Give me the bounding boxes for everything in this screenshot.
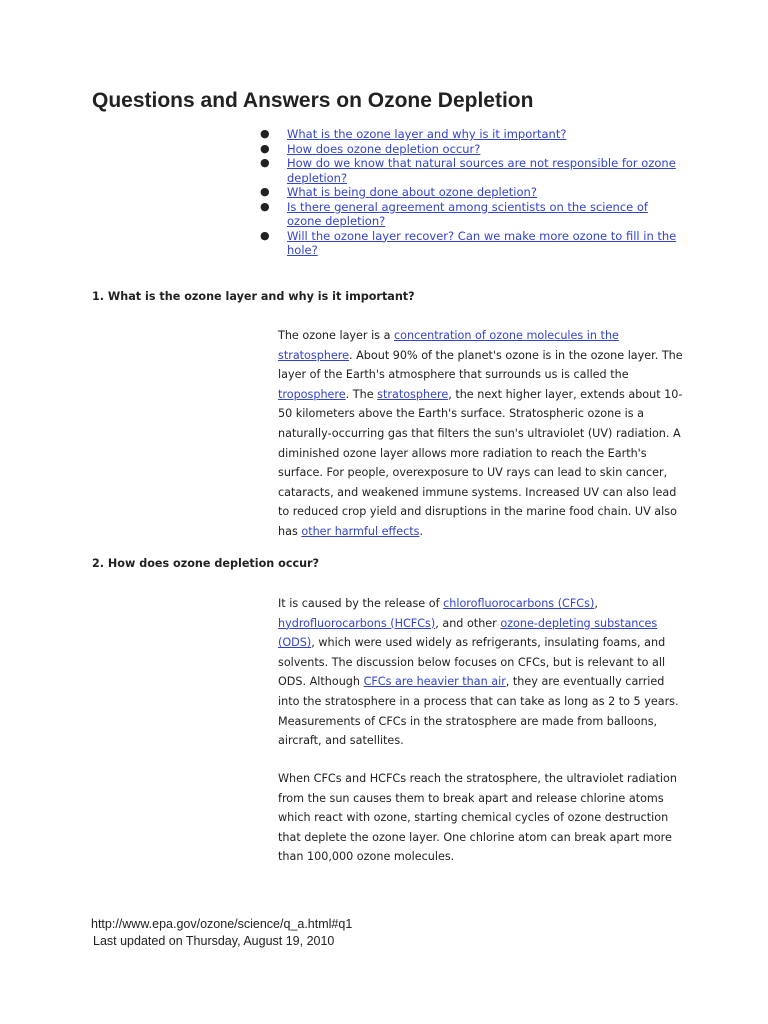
toc-item bbox=[260, 127, 680, 142]
source-url: http://www.epa.gov/ozone/science/q_a.html#q1 bbox=[91, 917, 353, 931]
toc-item bbox=[260, 142, 680, 157]
section-2-paragraph-1 bbox=[278, 594, 688, 751]
toc-item bbox=[260, 229, 680, 258]
bullet-icon: ● bbox=[260, 127, 270, 140]
toc-item bbox=[260, 200, 680, 229]
toc-link-natural-sources[interactable]: How do we know that natural sources are not responsible for ozone depletion? bbox=[287, 156, 676, 185]
link-cfcs-heavier[interactable]: CFCs are heavier than air bbox=[363, 675, 506, 689]
toc-link-depletion-occur[interactable]: How does ozone depletion occur? bbox=[287, 141, 481, 156]
section-1-heading: 1. What is the ozone layer and why is it important? bbox=[92, 290, 415, 303]
bullet-icon: ● bbox=[260, 141, 270, 155]
toc-item bbox=[260, 185, 680, 200]
link-troposphere[interactable]: troposphere bbox=[278, 387, 346, 401]
bullet-icon: ● bbox=[260, 185, 270, 198]
bullet-icon: ● bbox=[260, 156, 270, 169]
text-run: . The bbox=[345, 387, 378, 401]
toc-link-agreement[interactable]: Is there general agreement among scientists on the science of ozone depletion? bbox=[287, 199, 648, 228]
text-run: , which were used widely as refrigerants, insulating foams, and solvents. The discussion below focuses on CFCs, but is relevant to all ODS. Although bbox=[278, 636, 666, 689]
text-run: , they are eventually carried into the stratosphere in a process that can take as long as 2 to 5 years. Measurements of CFCs in the stratosphere are made from balloons, aircraft, and satellites. bbox=[278, 675, 679, 748]
footer bbox=[91, 916, 352, 950]
text-run: The ozone layer is a bbox=[278, 329, 394, 342]
bullet-icon: ● bbox=[260, 228, 270, 242]
bullet-icon: ● bbox=[260, 199, 270, 213]
section-1-paragraph bbox=[278, 326, 688, 542]
text-run: , bbox=[594, 597, 598, 610]
last-updated: Last updated on Thursday, August 19, 2010 bbox=[93, 934, 335, 948]
section-2-heading: 2. How does ozone depletion occur? bbox=[92, 557, 320, 570]
toc-link-being-done[interactable]: What is being done about ozone depletion? bbox=[287, 185, 537, 199]
section-2-paragraph-2: When CFCs and HCFCs reach the stratosphere, the ultraviolet radiation from the sun causes them to break apart and release chlorine atoms which react with ozone, starting chemical cycles of ozone destruction that deplete the ozone layer. One chlorine atom can break apart more than 100,000 ozone molecules. bbox=[278, 772, 677, 864]
text-run: , the next higher layer, extends about 10-50 kilometers above the Earth's surface. Stratospheric ozone is a naturally-occurring gas that filters the sun's ultraviolet (UV) radiation. A diminished ozone layer allows more radiation to reach the Earth's surface. For people, overexposure to UV rays can lead to skin cancer, cataracts, and weakened immune systems. Increased UV can also lead to reduced crop yield and disruptions in the marine food chain. UV also has bbox=[278, 387, 683, 538]
table-of-contents bbox=[260, 127, 680, 258]
link-cfcs[interactable]: chlorofluorocarbons (CFCs) bbox=[443, 597, 595, 610]
link-other-harmful-effects[interactable]: other harmful effects bbox=[301, 524, 420, 538]
link-ods[interactable]: ozone-depleting substances (ODS) bbox=[278, 616, 658, 650]
text-run: , and other bbox=[435, 616, 501, 630]
link-stratosphere[interactable]: stratosphere bbox=[377, 387, 449, 401]
text-run: It is caused by the release of bbox=[278, 597, 444, 610]
text-run: . bbox=[419, 524, 424, 538]
toc-link-recover[interactable]: Will the ozone layer recover? Can we make more ozone to fill in the hole? bbox=[287, 228, 677, 257]
toc-item bbox=[260, 156, 680, 185]
toc-link-ozone-layer[interactable]: What is the ozone layer and why is it important? bbox=[287, 127, 567, 141]
link-ozone-concentration[interactable]: concentration of ozone molecules in the stratosphere bbox=[278, 329, 619, 362]
page-title: Questions and Answers on Ozone Depletion bbox=[92, 89, 534, 112]
link-hcfcs[interactable]: hydrofluorocarbons (HCFCs) bbox=[278, 616, 436, 630]
text-run: . About 90% of the planet's ozone is in the ozone layer. The layer of the Earth's atmosphere that surrounds us is called the bbox=[278, 348, 683, 382]
